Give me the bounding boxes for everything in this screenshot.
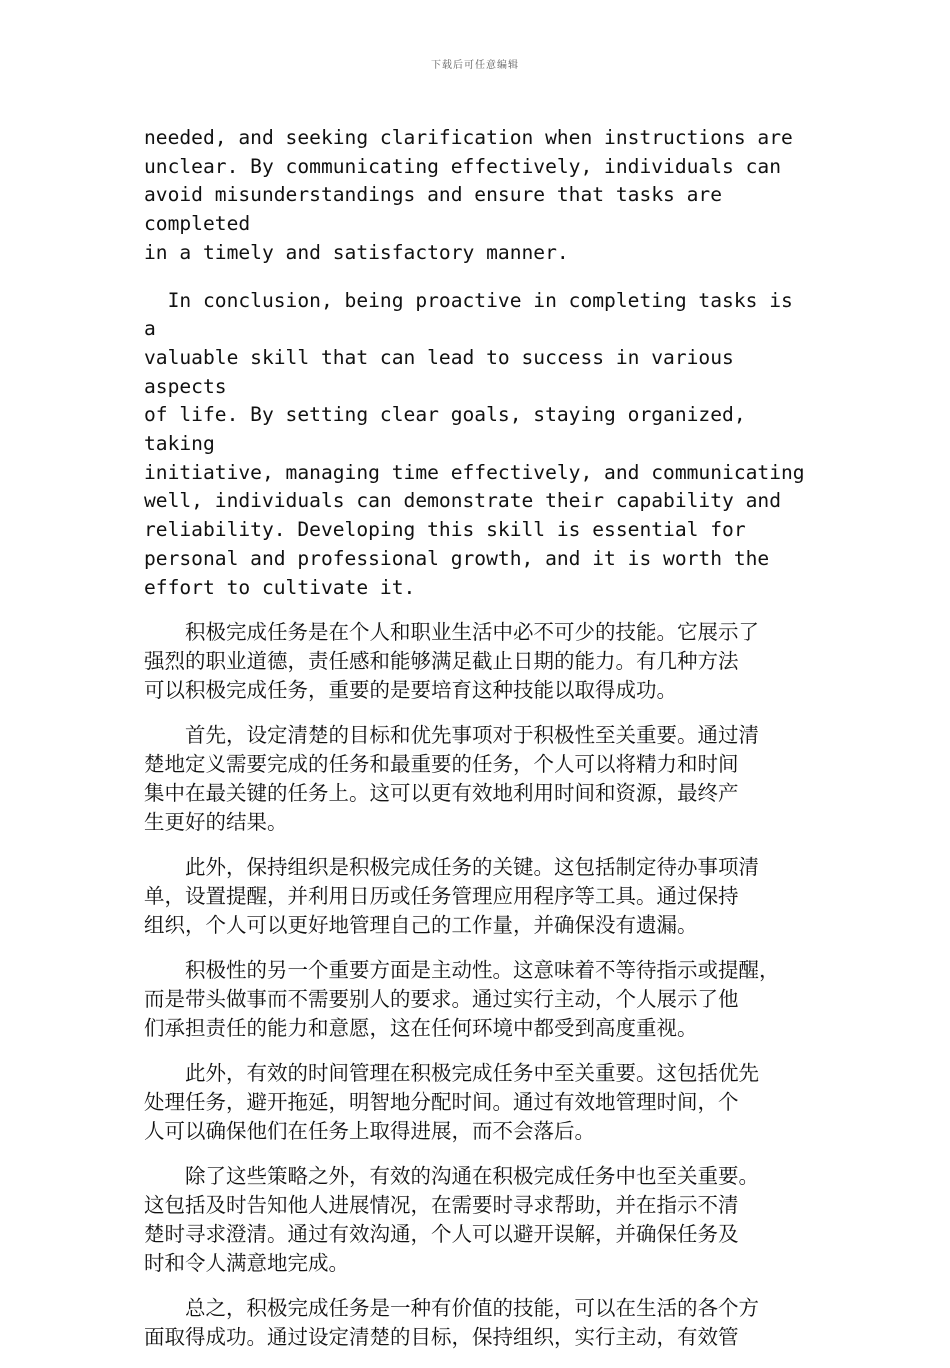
paragraph-en-2 — [144, 287, 814, 603]
text-line: 此外，保持组织是积极完成任务的关键。这包括制定待办事项清 — [185, 855, 759, 880]
text-line: 除了这些策略之外，有效的沟通在积极完成任务中也至关重要。 — [185, 1164, 759, 1189]
text-line: effort to cultivate it. — [144, 575, 416, 599]
paragraph-zh-6 — [144, 1162, 814, 1278]
page-header: 下载后可任意编辑 — [431, 60, 519, 71]
paragraph-en-1 — [144, 124, 814, 268]
text-line: reliability. Developing this skill is essential for — [144, 518, 746, 542]
text-line: In conclusion, being proactive in completing tasks is a — [144, 288, 805, 341]
text-line: 这包括及时告知他人进展情况，在需要时寻求帮助，并在指示不清 — [144, 1193, 739, 1218]
paragraph-zh-5 — [144, 1059, 814, 1146]
text-line: 单，设置提醒，并利用日历或任务管理应用程序等工具。通过保持 — [144, 884, 739, 909]
paragraph-zh-3 — [144, 853, 814, 940]
text-line: avoid misunderstandings and ensure that tasks are completed — [144, 183, 734, 236]
text-line: 而是带头做事而不需要别人的要求。通过实行主动，个人展示了他 — [144, 987, 739, 1012]
text-line: 积极性的另一个重要方面是主动性。这意味着不等待指示或提醒， — [185, 958, 780, 983]
text-line: 首先，设定清楚的目标和优先事项对于积极性至关重要。通过清 — [185, 723, 759, 748]
text-line: 积极完成任务是在个人和职业生活中必不可少的技能。它展示了 — [185, 620, 759, 645]
text-line: 总之，积极完成任务是一种有价值的技能，可以在生活的各个方 — [185, 1296, 759, 1321]
text-line: personal and professional growth, and it is worth the — [144, 546, 770, 570]
text-line: valuable skill that can lead to success in various aspects — [144, 345, 746, 398]
paragraph-zh-4 — [144, 956, 814, 1043]
english-section — [144, 124, 814, 602]
text-line: 人可以确保他们在任务上取得进展，而不会落后。 — [144, 1119, 595, 1144]
text-line: 集中在最关键的任务上。这可以更有效地利用时间和资源，最终产 — [144, 781, 739, 806]
text-line: 们承担责任的能力和意愿，这在任何环境中都受到高度重视。 — [144, 1016, 698, 1041]
text-line: 面取得成功。通过设定清楚的目标，保持组织，实行主动，有效管 — [144, 1325, 739, 1350]
text-line: 生更好的结果。 — [144, 810, 288, 835]
text-line: 组织，个人可以更好地管理自己的工作量，并确保没有遗漏。 — [144, 913, 698, 938]
paragraph-zh-2 — [144, 721, 814, 837]
chinese-section — [144, 618, 814, 1352]
text-line: 楚地定义需要完成的任务和最重要的任务，个人可以将精力和时间 — [144, 752, 739, 777]
text-line: unclear. By communicating effectively, individuals can — [144, 154, 782, 178]
text-line: well, individuals can demonstrate their capability and — [144, 489, 782, 513]
text-line: 可以积极完成任务，重要的是要培育这种技能以取得成功。 — [144, 678, 677, 703]
text-line: 处理任务，避开拖延，明智地分配时间。通过有效地管理时间，个 — [144, 1090, 739, 1115]
text-line: needed, and seeking clarification when instructions are — [144, 126, 793, 149]
text-line: of life. By setting clear goals, staying organized, taking — [144, 403, 758, 456]
text-line: initiative, managing time effectively, and communicating — [144, 460, 805, 484]
text-line: in a timely and satisfactory manner. — [144, 240, 569, 264]
text-line: 时和令人满意地完成。 — [144, 1251, 349, 1276]
text-line: 强烈的职业道德，责任感和能够满足截止日期的能力。有几种方法 — [144, 649, 739, 674]
document-body — [144, 124, 814, 1368]
paragraph-zh-1 — [144, 618, 814, 705]
text-line: 此外，有效的时间管理在积极完成任务中至关重要。这包括优先 — [185, 1061, 759, 1086]
text-line: 楚时寻求澄清。通过有效沟通，个人可以避开误解，并确保任务及 — [144, 1222, 739, 1247]
